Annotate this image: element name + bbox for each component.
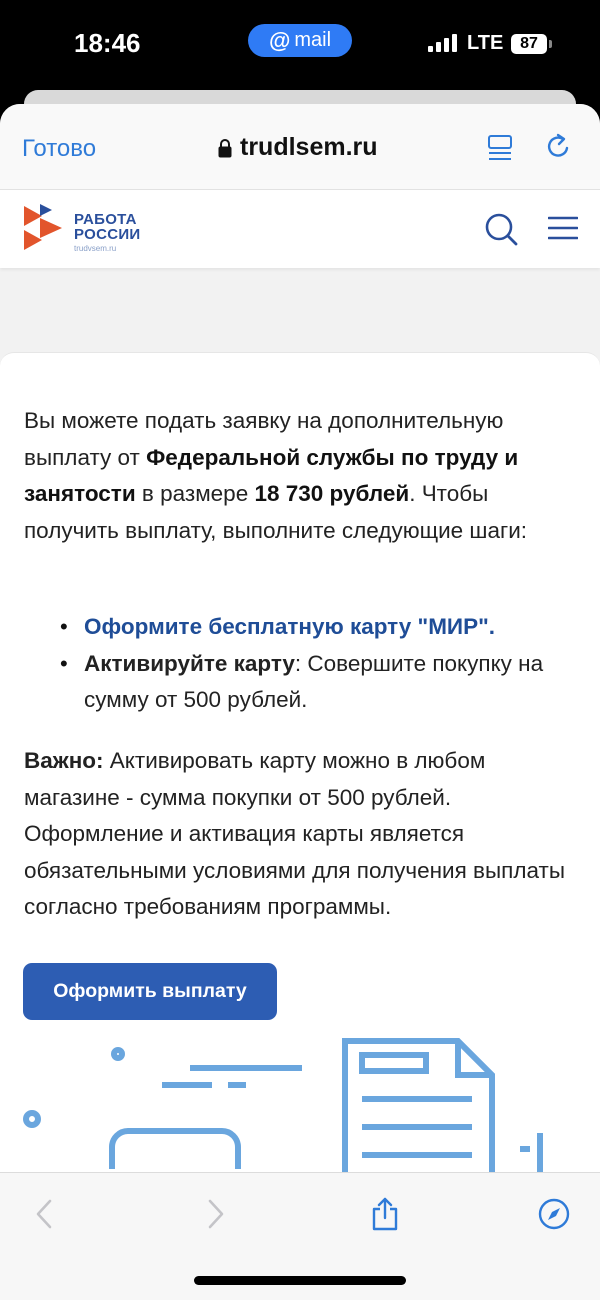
intro-text-2: в размере xyxy=(135,481,255,506)
logo-line-1: РАБОТА xyxy=(74,211,137,228)
lock-icon xyxy=(218,138,232,158)
intro-paragraph xyxy=(24,403,580,549)
share-icon[interactable] xyxy=(369,1197,401,1231)
signal-icon xyxy=(428,34,457,52)
url-text: trudlsem.ru xyxy=(240,133,378,161)
home-indicator[interactable] xyxy=(194,1276,406,1285)
battery-icon xyxy=(511,34,547,54)
intro-text-1: Вы можете подать заявку на дополнительную выплату от xyxy=(24,408,504,470)
list-item xyxy=(60,646,580,719)
menu-icon[interactable] xyxy=(548,215,578,241)
submit-payment-button[interactable]: Оформить выплату xyxy=(23,963,277,1020)
search-icon[interactable] xyxy=(484,212,518,246)
mail-label: mail xyxy=(294,29,332,51)
site-header xyxy=(0,190,600,268)
logo-subtitle: trudvsem.ru xyxy=(74,244,117,253)
mail-indicator[interactable] xyxy=(248,24,352,57)
logo-line-2: РОССИИ xyxy=(74,226,141,243)
steps-list xyxy=(60,609,580,719)
order-card-link[interactable]: Оформите бесплатную карту "МИР". xyxy=(84,614,496,639)
document-illustration xyxy=(0,1029,600,1173)
logo-icon[interactable] xyxy=(22,204,66,252)
content-card xyxy=(0,352,600,1172)
battery-level: 87 xyxy=(520,35,538,52)
done-button[interactable]: Готово xyxy=(22,135,97,162)
important-label: Важно: xyxy=(24,748,104,773)
status-time: 18:46 xyxy=(74,28,141,58)
important-paragraph xyxy=(24,743,580,926)
intro-text-3: . Чтобы получить выплату, выполните следующие шаги: xyxy=(24,481,528,543)
list-item xyxy=(60,609,580,646)
reader-icon[interactable] xyxy=(486,134,514,162)
intro-bold-amount: 18 730 рублей xyxy=(254,481,410,506)
back-icon[interactable] xyxy=(28,1197,60,1231)
intro-bold-agency: Федеральной службы по труду и занятости xyxy=(24,444,519,506)
important-text: Активировать карту можно в любом магазине - сумма покупки от 500 рублей. Оформление и активация карты является обязательными условиями для получения выплаты согласно требованиям программы. xyxy=(24,748,565,919)
forward-icon[interactable] xyxy=(200,1197,232,1231)
step-bold: Активируйте карту xyxy=(84,650,295,676)
browser-sheet xyxy=(0,104,600,1300)
logo-text[interactable] xyxy=(74,212,141,242)
status-bar xyxy=(0,0,600,92)
compass-icon[interactable] xyxy=(538,1197,570,1231)
browser-top-bar xyxy=(0,104,600,190)
step-text: : Совершите покупку на сумму от 500 рублей. xyxy=(84,650,544,712)
at-icon: @ xyxy=(268,27,291,53)
network-type: LTE xyxy=(467,32,504,54)
address-bar[interactable] xyxy=(218,133,378,162)
reload-icon[interactable] xyxy=(544,132,574,162)
